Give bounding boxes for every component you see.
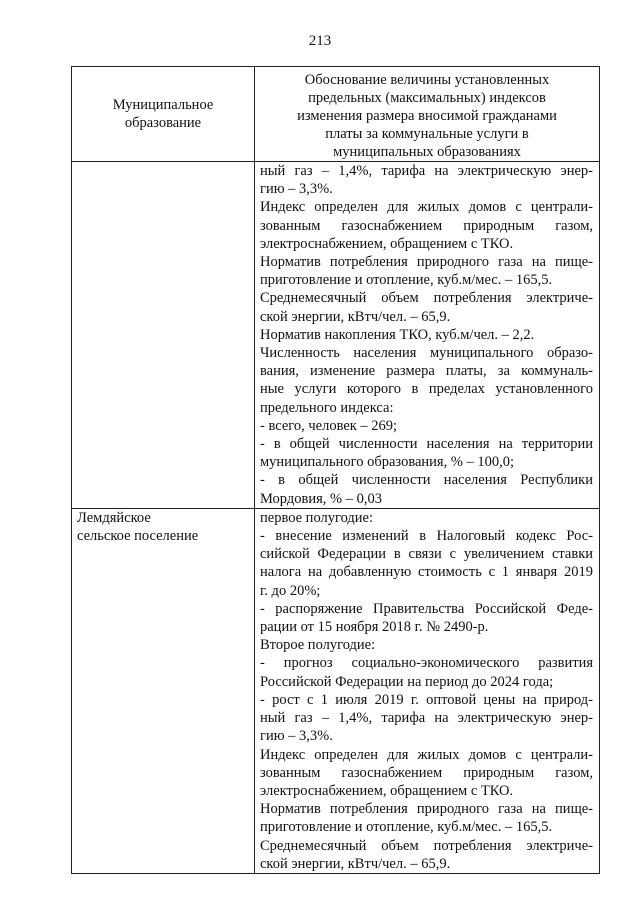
text-line: предельного индекса: bbox=[260, 399, 394, 416]
text-line: Норматив потребления природного газа на пище- bbox=[260, 801, 593, 818]
text-line: ской энергии, кВтч/чел. – 65,9. bbox=[260, 308, 451, 325]
text-line: - прогноз социально-экономического развития bbox=[260, 655, 593, 672]
header-right-line: предельных (максимальных) индексов bbox=[308, 90, 546, 106]
text-line: ской энергии, кВтч/чел. – 65,9. bbox=[260, 855, 451, 872]
text-line: Численность населения муниципального образо- bbox=[260, 345, 593, 362]
header-left-line: Муниципальное bbox=[112, 97, 214, 113]
text-line: - в общей численности населения на территории bbox=[260, 436, 593, 453]
header-right-line: муниципальных образованиях bbox=[333, 144, 521, 160]
text-line: Индекс определен для жилых домов с централи- bbox=[260, 746, 593, 763]
text-line: гию – 3,3%. bbox=[260, 181, 333, 198]
text-line: Норматив накопления ТКО, куб.м/чел. – 2,2. bbox=[260, 326, 535, 343]
header-right-line: изменения размера вносимой гражданами bbox=[297, 108, 557, 124]
header-left-line: образование bbox=[124, 115, 202, 131]
text-line: муниципального образования, % – 100,0; bbox=[260, 454, 515, 471]
text-line: ные услуги которого в пределах установленного bbox=[260, 381, 593, 398]
header-right-line: платы за коммунальные услуги в bbox=[325, 126, 529, 142]
municipality-cell bbox=[72, 162, 255, 509]
header-right-line: Обоснование величины установленных bbox=[304, 72, 550, 88]
table-row bbox=[72, 508, 600, 873]
page-number: 213 bbox=[308, 33, 332, 49]
text-line: первое полугодие: bbox=[260, 509, 374, 526]
text-line: электроснабжением, обращением с ТКО. bbox=[260, 235, 514, 252]
text-line: ный газ – 1,4%, тарифа на электрическую энер- bbox=[260, 163, 593, 179]
text-line: сийской Федерации в связи с увеличением ставки bbox=[260, 546, 593, 563]
text-line: зованным газоснабжением природным газом, bbox=[260, 764, 593, 781]
text-line: гию – 3,3%. bbox=[260, 728, 333, 745]
text-line: - всего, человек – 269; bbox=[260, 417, 398, 434]
text-line: ный газ – 1,4%, тарифа на электрическую энер- bbox=[260, 710, 593, 727]
municipality-cell bbox=[72, 508, 255, 873]
text-line: Норматив потребления природного газа на пище- bbox=[260, 254, 593, 271]
text-line: Индекс определен для жилых домов с централи- bbox=[260, 199, 593, 216]
table-row bbox=[72, 162, 600, 509]
text-line: приготовление и отопление, куб.м/мес. – 165,5. bbox=[260, 272, 553, 289]
justification-cell bbox=[255, 162, 600, 509]
text-line: Второе полугодие: bbox=[260, 637, 376, 654]
text-line: - рост с 1 июля 2019 г. оптовой цены на природ- bbox=[260, 691, 593, 708]
header-municipality bbox=[72, 67, 255, 162]
text-line: Среднемесячный объем потребления электриче- bbox=[260, 837, 593, 854]
table-header-row bbox=[72, 67, 600, 162]
text-line: г. до 20%; bbox=[260, 582, 321, 599]
text-line: электроснабжением, обращением с ТКО. bbox=[260, 782, 514, 799]
text-line: - внесение изменений в Налоговый кодекс Рос- bbox=[260, 528, 593, 545]
text-line: налога на добавленную стоимость с 1 января 2019 bbox=[260, 564, 593, 581]
header-justification bbox=[255, 67, 600, 162]
text-line: Мордовия, % – 0,03 bbox=[260, 490, 382, 507]
tariff-table bbox=[71, 66, 600, 874]
text-line: Российской Федерации на период до 2024 года; bbox=[260, 673, 554, 690]
municipality-name-line: сельское поселение bbox=[77, 528, 199, 545]
text-line: зованным газоснабжением природным газом, bbox=[260, 217, 593, 234]
text-line: Среднемесячный объем потребления электриче- bbox=[260, 290, 593, 307]
justification-cell bbox=[255, 508, 600, 873]
municipality-name-line: Лемдяйское bbox=[77, 509, 151, 526]
text-line: вания, изменение размера платы, за коммуналь- bbox=[260, 363, 593, 380]
text-line: приготовление и отопление, куб.м/мес. – 165,5. bbox=[260, 819, 553, 836]
text-line: - распоряжение Правительства Российской Феде- bbox=[260, 600, 593, 617]
text-line: - в общей численности населения Республики bbox=[260, 472, 593, 489]
text-line: рации от 15 ноября 2018 г. № 2490-р. bbox=[260, 619, 489, 636]
